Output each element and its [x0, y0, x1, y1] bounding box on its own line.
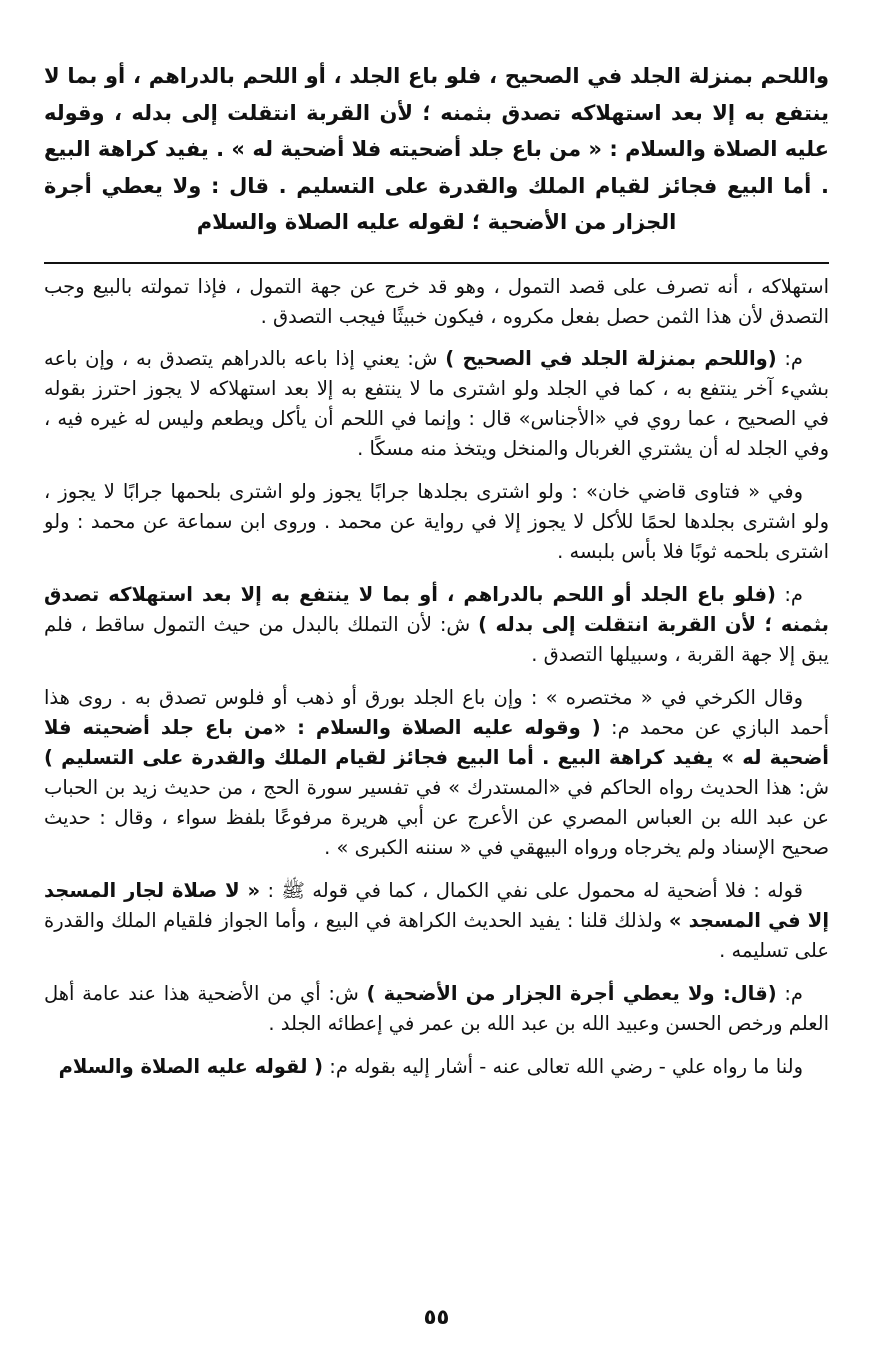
marker-text: م:: [776, 982, 803, 1005]
marker-text: م:: [775, 583, 803, 606]
commentary-paragraph: [44, 1052, 829, 1082]
quoted-matn: ( لقوله عليه الصلاة والسلام: [58, 1055, 324, 1078]
matn-text: واللحم بمنزلة الجلد في الصحيح ، فلو باع الجلد ، أو اللحم بالدراهم ، أو بما لا ينتفع به إلا بعد استهلاكه تصدق بثمنه ؛ لأن القربة انتقلت إلى بدله ، وقوله عليه الصلاة والسلام : « من باع جلد أضحيته فلا أضحية له » . يفيد كراهة البيع . أما البيع فجائز لقيام الملك والقدرة على التسليم . قال : ولا يعطي أجرة الجزار من الأضحية ؛ لقوله عليه الصلاة والسلام: [44, 64, 829, 234]
separator-rule: [44, 262, 829, 264]
quoted-matn: (قال: ولا يعطي أجرة الجزار من الأضحية ): [366, 982, 777, 1005]
commentary-paragraph: [44, 876, 829, 966]
commentary-text: ولنا ما رواه علي - رضي الله تعالى عنه - أشار إليه بقوله م:: [323, 1055, 803, 1078]
commentary-paragraph: [44, 580, 829, 670]
quoted-matn: ( وقوله عليه الصلاة والسلام : «من باع جلد أضحيته فلا أضحية له » يفيد كراهة البيع . أما البيع فجائز لقيام الملك والقدرة على التسليم ): [44, 716, 829, 769]
quoted-matn: (واللحم بمنزلة الجلد في الصحيح ): [445, 347, 777, 370]
commentary-paragraph: [44, 979, 829, 1039]
commentary-text: قوله : فلا أضحية له محمول على نفي الكمال ، كما في قوله ﷺ :: [260, 879, 803, 902]
commentary-text: وفي « فتاوى قاضي خان» : ولو اشترى بجلدها جرابًا يجوز ولو اشترى بلحمها جرابًا لا يجوز ، ولو اشترى بجلدها لحمًا للأكل لا يجوز إلا في رواية عن محمد . وروى ابن سماعة عن محمد : ولو اشترى بلحمه ثوبًا فلا بأس بلبسه .: [44, 480, 829, 563]
commentary-paragraph: [44, 477, 829, 567]
quoted-matn: (فلو باع الجلد أو اللحم بالدراهم ، أو بما لا ينتفع به إلا بعد استهلاكه تصدق بثمنه ؛ لأن القربة انتقلت إلى بدله ): [44, 583, 829, 636]
marker-text: م:: [776, 347, 804, 370]
commentary-text: ش: أي من الأضحية هذا عند عامة أهل العلم ورخص الحسن وعبيد الله بن عبد الله بن عمر في إعطائه الجلد .: [44, 982, 829, 1035]
commentary-text: ش: يعني إذا باعه بالدراهم يتصدق به ، وإن باعه بشيء آخر ينتفع به ، كما في الجلد ولو اشترى ما لا ينتفع به إلا بعد استهلاكه لا يجوز احترز بقوله في الصحيح ، عما روي في «الأجناس» قال : وإنما في اللحم أن يأكل ويطعم وليس له غيره فيه ، وفي الجلد له أن يشتري الغربال والمنخل ويتخذ منه مسكًا .: [44, 347, 829, 460]
commentary-text: ش: هذا الحديث رواه الحاكم في «المستدرك » في تفسير سورة الحج ، من حديث زيد بن الحباب عن عبد الله بن العباس المصري عن الأعرج عن أبي هريرة مرفوعًا بلفظ سواء ، وقال : حديث صحيح الإسناد ولم يخرجاه ورواه البيهقي في « سننه الكبرى » .: [44, 776, 829, 859]
page-number: ٥٥: [423, 1305, 450, 1329]
commentary-text: وقال الكرخي في « مختصره » : وإن باع الجلد بورق أو ذهب أو فلوس تصدق به . روى هذا أحمد البازي عن محمد م:: [44, 686, 829, 739]
quoted-hadith: « لا صلاة لجار المسجد إلا في المسجد »: [44, 879, 830, 932]
commentary-text: استهلاكه ، أنه تصرف على قصد التمول ، وهو قد خرج عن جهة التمول ، فإذا تمولته بالبيع وجب التصدق لأن هذا الثمن حصل بفعل مكروه ، فيكون خبيثًا فيجب التصدق .: [44, 275, 829, 328]
commentary-paragraph: [44, 272, 829, 332]
commentary-text: ش: لأن التملك بالبدل من حيث التمول ساقط ، فلم يبق إلا جهة القربة ، وسبيلها التصدق .: [44, 613, 829, 666]
commentary-text: ولذلك قلنا : يفيد الحديث الكراهة في البيع ، وأما الجواز فلقيام الملك والقدرة على تسليمه .: [44, 909, 829, 962]
commentary-paragraph: [44, 344, 829, 464]
commentary-paragraph: [44, 683, 829, 863]
commentary: [44, 272, 829, 1095]
